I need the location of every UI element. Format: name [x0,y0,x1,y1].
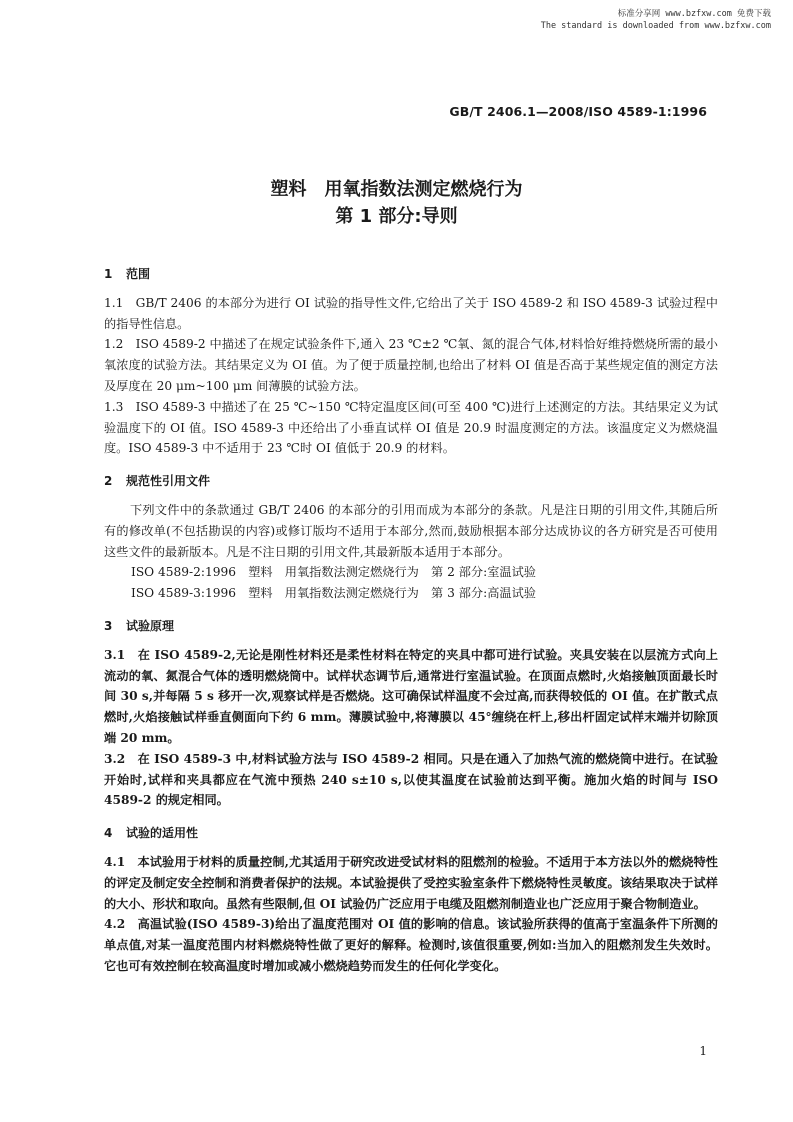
clause-1-1: 1.1 GB/T 2406 的本部分为进行 OI 试验的指导性文件,它给出了关于 ISO 4589-2 和 ISO 4589-3 试验过程中的指导性信息。 [104,295,718,331]
clause-1-2: 1.2 ISO 4589-2 中描述了在规定试验条件下,通入 23 ℃±2 ℃氧、氮的混合气体,材料恰好维持燃烧所需的最小氧浓度的试验方法。其结果定义为 OI 值。为了便于质量控制,也给出了材料 OI 值是否高于某些规定值的测定方法及厚度在 20 μm~100 μm 间薄膜的试验方法。 [104,337,718,393]
section-4-heading [104,823,718,844]
clause-4-1: 4.1 本试验用于材料的质量控制,尤其适用于研究改进受试材料的阻燃剂的检验。不适用于本方法以外的燃烧特性的评定及制定安全控制和消费者保护的法规。本试验提供了受控实验室条件下燃烧特性灵敏度。该结果取决于试样的大小、形状和取向。虽然有些限制,但 OI 试验仍广泛应用于电缆及阻燃剂制造业也广泛应用于聚合物制造业。 [104,854,718,911]
clause-4-2: 4.2 高温试验(ISO 4589-3)给出了温度范围对 OI 值的影响的信息。该试验所获得的值高于室温条件下所测的单点值,对某一温度范围内材料燃烧特性做了更好的解释。检测时,该值很重要,例如:当加入的阻燃剂发生失效时。它也可有效控制在较高温度时增加或减小燃烧趋势而发生的任何化学变化。 [104,917,718,973]
reference-iso-4589-3: ISO 4589-3:1996 塑料 用氧指数法测定燃烧行为 第 3 部分:高温试验 [131,586,536,601]
section-number: 2 [104,474,113,489]
clause-1-3: 1.3 ISO 4589-3 中描述了在 25 ℃~150 ℃特定温度区间(可至 400 ℃)进行上述测定的方法。其结果定义为试验温度下的 OI 值。ISO 4589-3 中还给出了小垂直试样 OI 值是 20.9 时温度测定的方法。该温度定义为燃烧温度。ISO 4589-3 中不适用于 23 ℃时 OI 值低于 20.9 的材料。 [104,399,718,456]
standard-number: GB/T 2406.1—2008/ISO 4589-1:1996 [449,104,707,119]
section-number: 3 [104,618,113,633]
page-subtitle: 第 1 部分:导则 [335,206,458,227]
section-title: 范围 [126,267,151,281]
reference-iso-4589-2: ISO 4589-2:1996 塑料 用氧指数法测定燃烧行为 第 2 部分:室温试验 [131,565,536,580]
watermark [541,8,771,32]
section-title: 试验的适用性 [126,826,199,841]
section-3-heading [104,616,718,637]
section-number: 4 [104,826,113,841]
watermark-line-1: 标准分享网 www.bzfxw.com 免费下载 [617,9,771,19]
document-body [104,264,718,977]
clause-3-2: 3.2 在 ISO 4589-3 中,材料试验方法与 ISO 4589-2 相同。只是在通入了加热气流的燃烧筒中进行。在试验开始时,试样和夹具都应在气流中预热 240 s±10 s,以使其温度在试验前达到平衡。施加火焰的时间与 ISO 4589-2 的规定相同。 [104,751,718,808]
page-title: 塑料 用氧指数法测定燃烧行为 [270,179,523,200]
watermark-line-2: The standard is downloaded from www.bzfxw.com [540,21,771,31]
section-title: 试验原理 [126,618,175,633]
page-number: 1 [699,1044,707,1058]
section-2-heading [104,471,718,492]
section-1-heading [104,264,718,285]
section-title: 规范性引用文件 [126,474,211,489]
clause-3-1: 3.1 在 ISO 4589-2,无论是刚性材料还是柔性材料在特定的夹具中都可进行试验。夹具安装在以层流方式向上流动的氧、氮混合气体的透明燃烧筒中。试样状态调节后,通常进行室温试验。在顶面点燃时,火焰接触顶面最长时间 30 s,并每隔 5 s 移开一次,观察试样是否燃烧。这可确保试样温度不会过高,而获得较低的 OI 值。在扩散式点燃时,火焰接触试样垂直侧面向下约 6 mm。薄膜试验中,将薄膜以 45°缠绕在杆上,移出杆固定试样末端并切除顶端 20 mm。 [104,647,718,745]
section-number: 1 [104,267,113,281]
normative-intro: 下列文件中的条款通过 GB/T 2406 的本部分的引用而成为本部分的条款。凡是注日期的引用文件,其随后所有的修改单(不包括勘误的内容)或修订版均不适用于本部分,然而,鼓励根据本部分达成协议的各方研究是否可使用这些文件的最新版本。凡是不注日期的引用文件,其最新版本适用于本部分。 [104,502,718,559]
